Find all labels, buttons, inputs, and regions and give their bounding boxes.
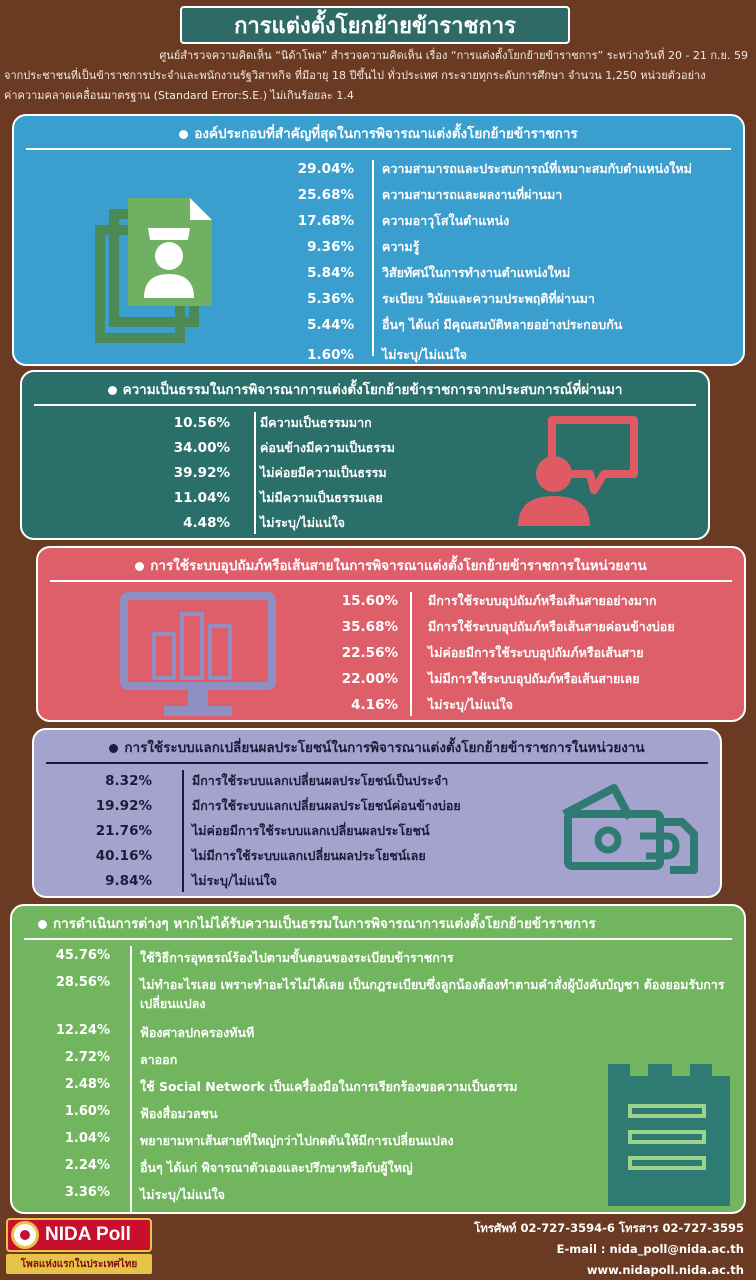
section-patronage: [36, 546, 746, 722]
percent-value: 29.04%: [297, 161, 354, 177]
page-title: การแต่งตั้งโยกย้ายข้าราชการ: [234, 13, 516, 39]
item-label: ไม่มีการใช้ระบบอุปถัมภ์หรือเส้นสายเลย: [428, 671, 640, 686]
bullet-icon: [109, 744, 118, 753]
percent-value: 5.44%: [307, 317, 354, 333]
divider: [50, 580, 732, 582]
item-label: มีการใช้ระบบอุปถัมภ์หรือเส้นสายอย่างมาก: [428, 593, 657, 608]
phone-text: โทรศัพท์ 02-727-3594-6 โทรสาร 02-727-3595: [474, 1221, 744, 1235]
percent-value: 19.92%: [95, 797, 152, 814]
money-hand-icon: [554, 774, 704, 884]
percent-value: 22.00%: [341, 671, 398, 687]
bullet-icon: [179, 130, 188, 139]
intro-line: ศูนย์สำรวจความคิดเห็น “นิด้าโพล” สำรวจความคิดเห็น เรื่อง “การแต่งตั้งโยกย้ายข้าราชการ” ระหว่างวันที่ 20 - 21 ก.ย. 59: [159, 49, 748, 62]
item-label: ไม่ค่อยมีความเป็นธรรม: [260, 464, 387, 480]
item-label: วิสัยทัศน์ในการทำงานตำแหน่งใหม่: [382, 265, 571, 280]
website-link[interactable]: www.nidapoll.nida.ac.th: [586, 1263, 744, 1277]
list-item: [276, 260, 692, 286]
list-item: [74, 793, 461, 818]
section-title: การดำเนินการต่างๆ หากไม่ได้รับความเป็นธรรมในการพิจารณาการแต่งตั้งโยกย้ายข้าราชการ: [12, 912, 744, 934]
item-label: ลาออก: [140, 1052, 178, 1067]
list-item: [320, 666, 675, 692]
percent-value: 5.36%: [307, 291, 354, 307]
percent-value: 22.56%: [341, 645, 398, 661]
item-label: ฟ้องศาลปกครองทันที: [140, 1025, 255, 1040]
percent-value: 25.68%: [297, 187, 354, 203]
section-fairness: [20, 370, 710, 540]
list-item: [26, 944, 740, 971]
list-item: [276, 156, 692, 182]
percent-value: 45.76%: [55, 948, 110, 963]
item-label: ระเบียบ วินัยและความประพฤติที่ผ่านมา: [382, 291, 595, 306]
logo-tagline: โพลแห่งแรกในประเทศไทย: [6, 1254, 152, 1274]
percent-value: 8.32%: [105, 772, 152, 789]
percent-value: 4.16%: [351, 697, 398, 713]
item-label: มีการใช้ระบบอุปถัมภ์หรือเส้นสายค่อนข้างบ่อย: [428, 619, 675, 634]
item-label: ค่อนข้างมีความเป็นธรรม: [260, 439, 396, 455]
percent-value: 40.16%: [95, 847, 152, 864]
list-item: [276, 286, 692, 312]
section-benefit-exchange: [32, 728, 722, 898]
item-label: ไม่ทำอะไรเลย เพราะทำอะไรไม่ได้เลย เป็นกฎระเบียบซึ่งลูกน้องต้องทำตามคำสั่งผู้บังคับบัญชา ต้องยอมรับการเปลี่ยนแปลง: [140, 977, 725, 1011]
section-title: ความเป็นธรรมในการพิจารณาการแต่งตั้งโยกย้ายข้าราชการจากประสบการณ์ที่ผ่านมา: [22, 378, 708, 400]
percent-value: 11.04%: [173, 489, 230, 506]
intro-line: ค่าความคลาดเคลื่อนมาตรฐาน (Standard Error:S.E.) ไม่เกินร้อยละ 1.4: [4, 89, 354, 102]
item-label: มีการใช้ระบบแลกเปลี่ยนผลประโยชน์เป็นประจำ: [192, 772, 449, 788]
percent-value: 17.68%: [297, 213, 354, 229]
item-label: มีความเป็นธรรมมาก: [260, 414, 372, 430]
list-item: [26, 971, 740, 1019]
logo-name: NIDA Poll: [45, 1224, 131, 1245]
list-item: [74, 868, 461, 893]
item-label: ไม่ระบุ/ไม่แน่ใจ: [428, 697, 514, 712]
percent-value: 10.56%: [173, 414, 230, 431]
document-list-icon: [600, 1056, 738, 1212]
list-item: [276, 312, 692, 338]
list-item: [74, 843, 461, 868]
item-label: ไม่ระบุ/ไม่แน่ใจ: [140, 1187, 226, 1202]
divider: [26, 148, 731, 150]
percent-value: 12.24%: [55, 1023, 110, 1038]
percent-value: 1.60%: [307, 347, 354, 363]
item-label: ไม่ระบุ/ไม่แน่ใจ: [192, 872, 278, 888]
percent-value: 4.48%: [183, 514, 230, 531]
list-item: [276, 342, 692, 368]
list-item: [320, 692, 675, 718]
item-label: ความสามารถและผลงานที่ผ่านมา: [382, 187, 563, 202]
percent-value: 9.36%: [307, 239, 354, 255]
section-actions: [10, 904, 746, 1214]
bullet-icon: [38, 920, 47, 929]
percent-value: 15.60%: [341, 593, 398, 609]
percent-value: 28.56%: [55, 975, 110, 990]
percent-value: 2.72%: [64, 1050, 110, 1065]
intro-line: จากประชาชนที่เป็นข้าราชการประจำและพนักงานรัฐวิสาหกิจ ที่มีอายุ 18 ปีขึ้นไป ทั่วประเทศ กระจายทุกระดับการศึกษา จำนวน 1,250 หน่วยตัวอย่าง: [4, 69, 706, 82]
survey-intro: [4, 46, 752, 106]
list-item: [276, 234, 692, 260]
item-label: ไม่ระบุ/ไม่แน่ใจ: [260, 514, 346, 530]
item-label: ไม่มีการใช้ระบบแลกเปลี่ยนผลประโยชน์เลย: [192, 847, 426, 863]
item-label: ความสามารถและประสบการณ์ที่เหมาะสมกับตำแหน่งใหม่: [382, 161, 692, 176]
divider: [24, 938, 732, 940]
section-title: องค์ประกอบที่สำคัญที่สุดในการพิจารณาแต่งตั้งโยกย้ายข้าราชการ: [14, 122, 743, 144]
percent-value: 9.84%: [105, 872, 152, 889]
item-label: ใช้ Social Network เป็นเครื่องมือในการเรียกร้องขอความเป็นธรรม: [140, 1079, 518, 1094]
percent-value: 1.04%: [64, 1131, 110, 1146]
divider: [46, 762, 708, 764]
list-item: [320, 640, 675, 666]
item-label: อื่นๆ ได้แก่ พิจารณาตัวเองและปรึกษาหรือกับผู้ใหญ่: [140, 1160, 413, 1175]
documents-officer-icon: [92, 174, 232, 344]
item-label: ความรู้: [382, 239, 420, 254]
list-item: [26, 1019, 740, 1046]
list-item: [276, 182, 692, 208]
bullet-icon: [135, 562, 144, 571]
section-key-factors: [12, 114, 745, 366]
item-label: ใช้วิธีการอุทธรณ์ร้องไปตามขั้นตอนของระเบียบข้าราชการ: [140, 950, 454, 965]
percent-value: 1.60%: [64, 1104, 110, 1119]
percent-value: 39.92%: [173, 464, 230, 481]
percent-value: 34.00%: [173, 439, 230, 456]
section-title: การใช้ระบบอุปถัมภ์หรือเส้นสายในการพิจารณาแต่งตั้งโยกย้ายข้าราชการในหน่วยงาน: [38, 554, 744, 576]
item-label: ไม่ค่อยมีการใช้ระบบอุปถัมภ์หรือเส้นสาย: [428, 645, 644, 660]
list-item: [152, 435, 395, 460]
percent-value: 3.36%: [64, 1185, 110, 1200]
email-text[interactable]: E-mail : nida_poll@nida.ac.th: [556, 1242, 744, 1256]
list-item: [320, 614, 675, 640]
list-item: [152, 460, 395, 485]
item-label: ไม่ระบุ/ไม่แน่ใจ: [382, 347, 468, 362]
item-label: ความอาวุโสในตำแหน่ง: [382, 213, 510, 228]
item-label: ฟ้องสื่อมวลชน: [140, 1106, 218, 1121]
item-label: อื่นๆ ได้แก่ มีคุณสมบัติหลายอย่างประกอบกัน: [382, 317, 623, 332]
percent-value: 21.76%: [95, 822, 152, 839]
list-item: [152, 410, 395, 435]
seal-icon: [11, 1221, 39, 1249]
list-item: [320, 588, 675, 614]
monitor-bar-chart-icon: [118, 592, 278, 720]
list-item: [74, 818, 461, 843]
section-title: การใช้ระบบแลกเปลี่ยนผลประโยชน์ในการพิจารณาแต่งตั้งโยกย้ายข้าราชการในหน่วยงาน: [34, 736, 720, 758]
list-item: [152, 485, 395, 510]
bullet-icon: [108, 386, 117, 395]
list-item: [276, 208, 692, 234]
item-label: ไม่มีความเป็นธรรมเลย: [260, 489, 383, 505]
percent-value: 5.84%: [307, 265, 354, 281]
person-speech-bubble-icon: [512, 412, 652, 530]
item-label: มีการใช้ระบบแลกเปลี่ยนผลประโยชน์ค่อนข้างบ่อย: [192, 797, 461, 813]
divider: [34, 404, 696, 406]
percent-value: 2.24%: [64, 1158, 110, 1173]
contact-info: [474, 1218, 744, 1280]
item-label: พยายามหาเส้นสายที่ใหญ่กว่าไปกดดันให้มีการเปลี่ยนแปลง: [140, 1133, 454, 1148]
nida-poll-logo: [6, 1218, 152, 1274]
list-item: [152, 510, 395, 535]
list-item: [74, 768, 461, 793]
item-label: ไม่ค่อยมีการใช้ระบบแลกเปลี่ยนผลประโยชน์: [192, 822, 430, 838]
percent-value: 2.48%: [64, 1077, 110, 1092]
percent-value: 35.68%: [341, 619, 398, 635]
title-banner: [180, 6, 570, 44]
